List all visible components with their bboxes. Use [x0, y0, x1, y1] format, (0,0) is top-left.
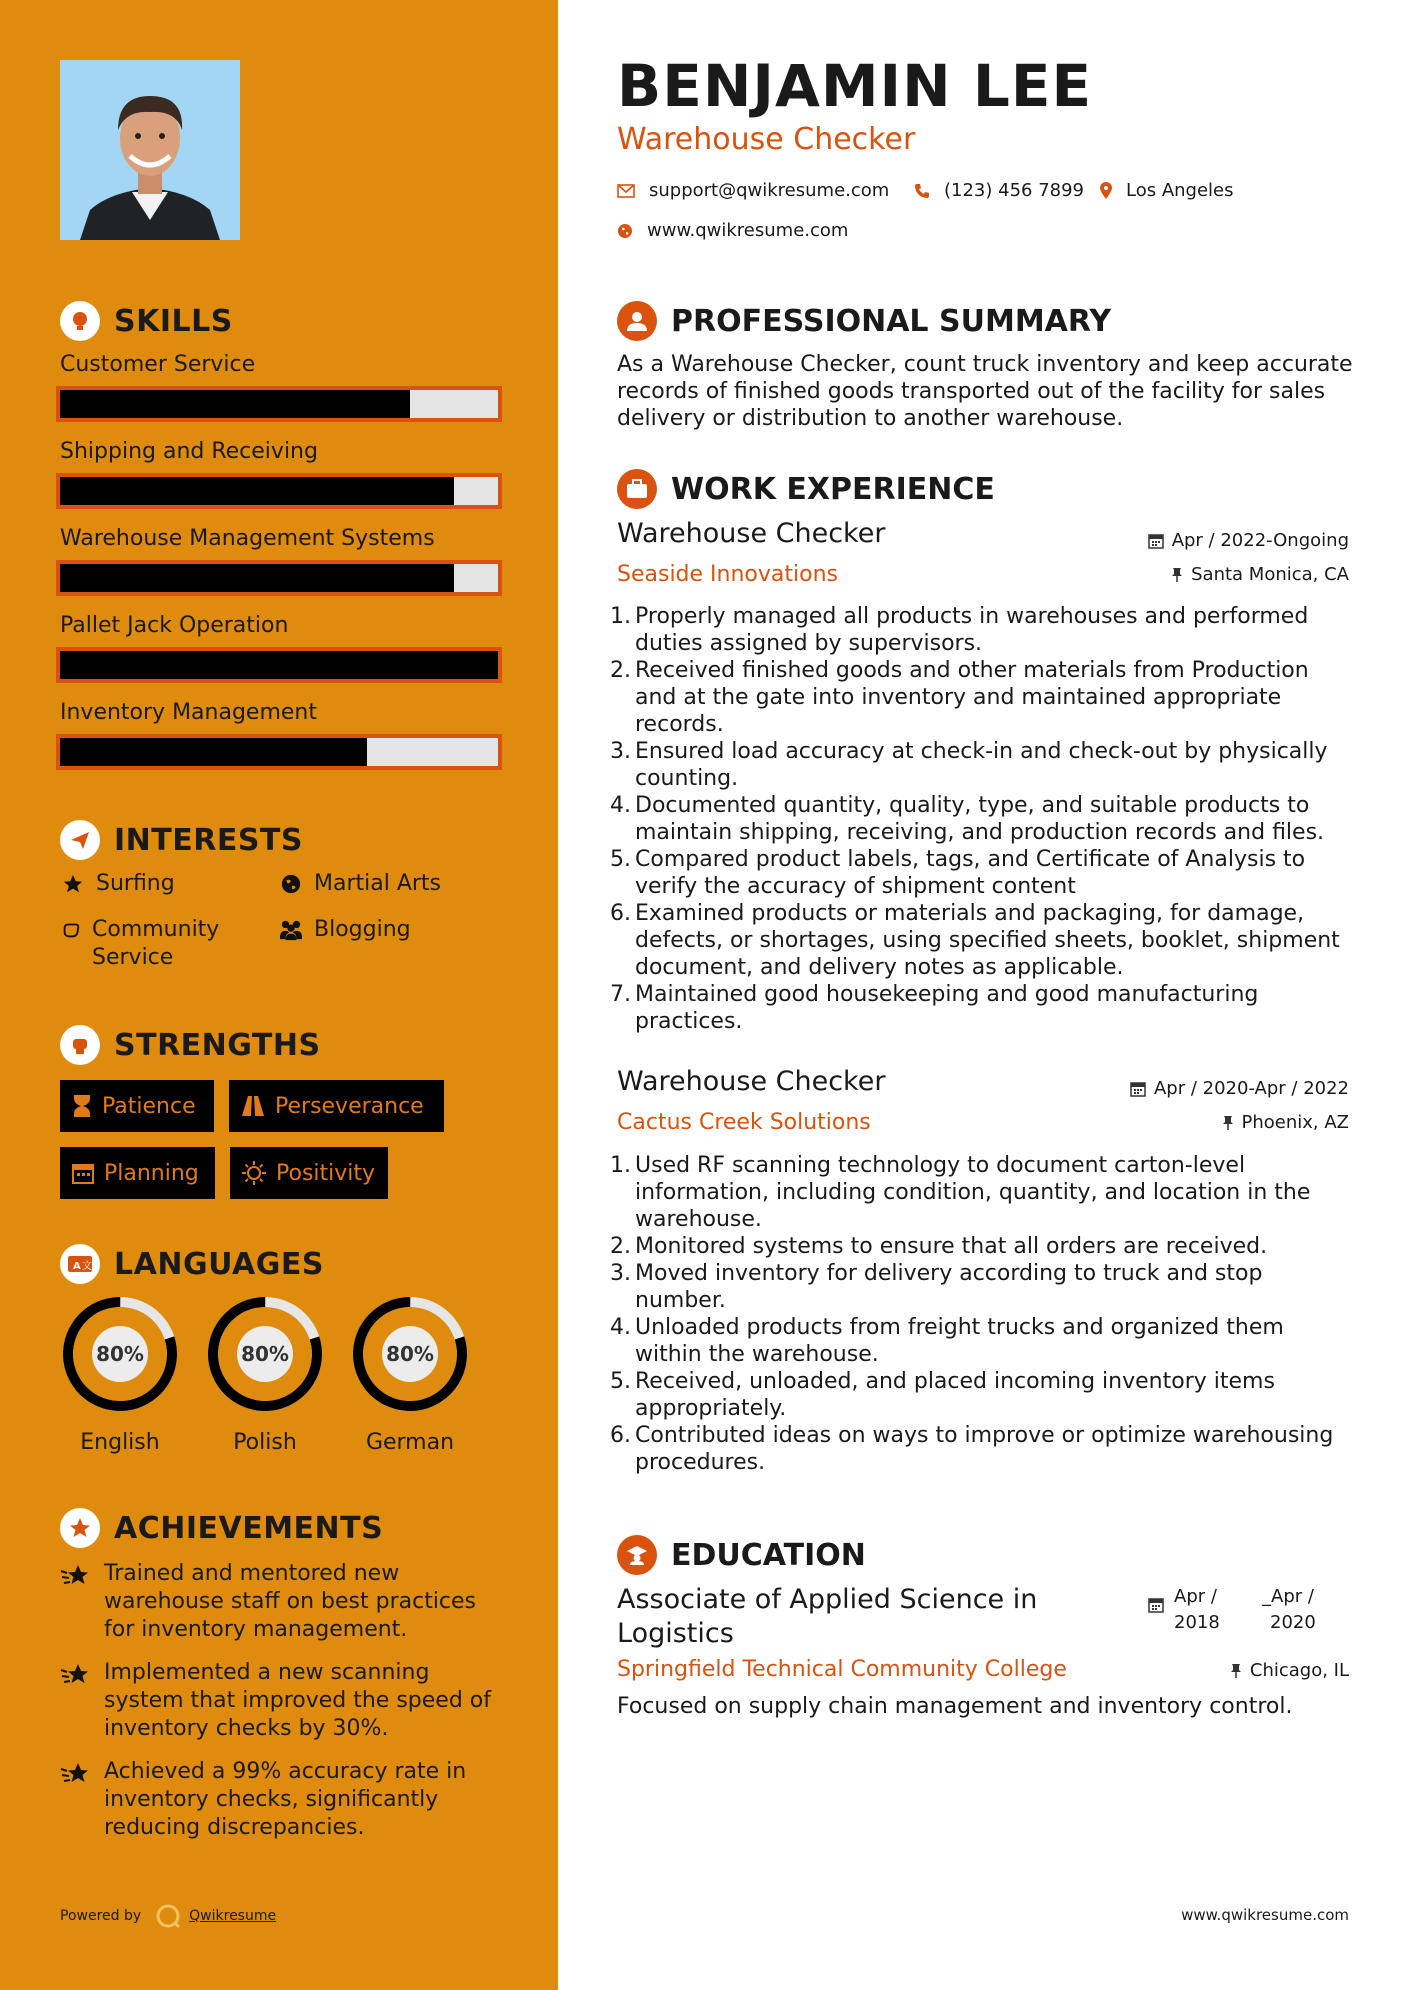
languages-heading — [60, 1244, 324, 1284]
interest-label: Blogging — [314, 917, 411, 942]
interests-title: INTERESTS — [114, 822, 303, 858]
strength-badge — [229, 1080, 444, 1132]
skill-bar — [56, 734, 502, 770]
interest-item — [60, 916, 260, 972]
language-name: Polish — [233, 1430, 297, 1455]
strengths-heading — [60, 1025, 321, 1065]
lightbulb-icon — [60, 301, 100, 341]
duty-item: Properly managed all products in warehouses and performed duties assigned by supervisors. — [635, 604, 1309, 656]
skills-heading — [60, 301, 233, 341]
interest-label: Martial Arts — [314, 871, 442, 896]
education-location — [1230, 1660, 1349, 1681]
duty-item: Compared product labels, tags, and Certificate of Analysis to verify the accuracy of shipment content — [635, 847, 1306, 899]
strength-label: Planning — [104, 1160, 199, 1186]
calendar-icon — [1148, 533, 1164, 549]
language-item — [60, 1294, 180, 1455]
map-pin-icon — [1100, 182, 1112, 200]
duty-item: Received finished goods and other materials from Production and at the gate into inventory and maintained appropriate records. — [635, 658, 1309, 737]
paper-plane-icon — [60, 820, 100, 860]
envelope-icon — [617, 184, 635, 198]
strength-badge — [230, 1147, 388, 1199]
skill-fill — [60, 564, 454, 592]
duty-item: Received, unloaded, and placed incoming inventory items appropriately. — [635, 1369, 1275, 1421]
language-name: English — [80, 1430, 160, 1455]
skill-label: Shipping and Receiving — [60, 439, 318, 464]
job-dates-text: Apr / 2020-Apr / 2022 — [1153, 1078, 1349, 1099]
duty-item: Moved inventory for delivery according to truck and stop number. — [635, 1261, 1263, 1313]
user-icon — [617, 301, 657, 341]
achievement-text: Trained and mentored new warehouse staff on best practices for inventory management. — [104, 1561, 477, 1642]
job-location — [1171, 564, 1349, 585]
job-location — [1222, 1112, 1350, 1133]
strengths-title: STRENGTHS — [114, 1027, 321, 1063]
powered-by — [60, 1903, 276, 1929]
shooting-star-icon — [60, 1560, 96, 1592]
degree-name: Associate of Applied Science in Logistics — [617, 1584, 1038, 1649]
skill-label: Warehouse Management Systems — [60, 526, 435, 551]
interest-label: Surfing — [96, 871, 175, 896]
skill-label: Pallet Jack Operation — [60, 613, 289, 638]
road-icon — [241, 1095, 265, 1117]
globe-icon — [617, 223, 633, 239]
achievement-item — [60, 1659, 500, 1743]
languages-title: LANGUAGES — [114, 1246, 324, 1282]
star-badge-icon — [60, 1508, 100, 1548]
language-progress-ring — [60, 1294, 180, 1414]
duty-item: Examined products or materials and packaging, for damage, defects, or shortages, using specified sheets, booklet, shipment document, and delivery notes as applicable. — [635, 901, 1340, 980]
education-start — [1174, 1584, 1262, 1636]
interest-label: Community Service — [92, 917, 220, 970]
contact-email — [617, 180, 889, 201]
qwikresume-link[interactable]: Qwikresume — [189, 1908, 277, 1924]
phone-icon — [914, 183, 930, 199]
skills-title: SKILLS — [114, 303, 233, 339]
hand-icon — [60, 916, 82, 941]
duty-item: Monitored systems to ensure that all orders are received. — [635, 1234, 1268, 1259]
education-heading — [617, 1535, 866, 1575]
powered-by-label: Powered by — [60, 1908, 142, 1924]
duty-item: Unloaded products from freight trucks and organized them within the warehouse. — [635, 1315, 1284, 1367]
sidebar — [0, 0, 558, 1990]
duty-item: Ensured load accuracy at check-in and check-out by physically counting. — [635, 739, 1328, 791]
achievement-item — [60, 1560, 500, 1644]
strength-label: Perseverance — [275, 1093, 424, 1119]
svg-text:文: 文 — [82, 1261, 92, 1272]
school-name: Springfield Technical Community College — [617, 1657, 1067, 1682]
skill-bar — [56, 473, 502, 509]
interest-item — [278, 916, 411, 944]
location-text: Los Angeles — [1126, 180, 1234, 201]
achievement-text: Achieved a 99% accuracy rate in inventory checks, significantly reducing discrepancies. — [104, 1759, 467, 1840]
star-icon — [60, 870, 86, 895]
job-role: Warehouse Checker — [617, 518, 886, 549]
job-dates — [1130, 1078, 1349, 1099]
language-percent: 80% — [96, 1342, 144, 1366]
qwikresume-logo-icon — [155, 1903, 181, 1929]
achievements-title: ACHIEVEMENTS — [114, 1510, 384, 1546]
graduate-icon — [617, 1535, 657, 1575]
hourglass-icon — [72, 1094, 92, 1118]
duty-item: Contributed ideas on ways to improve or optimize warehousing procedures. — [635, 1423, 1334, 1475]
job-company: Seaside Innovations — [617, 562, 838, 587]
language-percent: 80% — [241, 1342, 289, 1366]
pushpin-icon — [1230, 1663, 1242, 1679]
calendar-icon — [1130, 1081, 1146, 1097]
duty-item: Maintained good housekeeping and good manufacturing practices. — [635, 982, 1259, 1034]
education-location-text: Chicago, IL — [1249, 1660, 1349, 1681]
skill-bar — [56, 386, 502, 422]
job-location-text: Phoenix, AZ — [1241, 1112, 1349, 1133]
skill-label: Customer Service — [60, 352, 256, 377]
language-progress-ring — [350, 1294, 470, 1414]
sun-icon — [242, 1161, 266, 1185]
skill-label: Inventory Management — [60, 700, 317, 725]
calendar-icon — [1148, 1584, 1164, 1613]
duty-item: Documented quantity, quality, type, and suitable products to maintain shipping, receiving, and production records and files. — [635, 793, 1325, 845]
job-dates — [1148, 530, 1349, 551]
skill-bar — [56, 560, 502, 596]
language-progress-ring — [205, 1294, 325, 1414]
contact-phone — [914, 180, 1084, 201]
experience-heading — [617, 469, 995, 509]
interest-item — [60, 870, 175, 898]
users-icon — [278, 916, 304, 941]
shooting-star-icon — [60, 1659, 96, 1691]
calendar-icon — [72, 1162, 94, 1184]
language-name: German — [365, 1430, 455, 1455]
education-end-month: _Apr / — [1262, 1586, 1314, 1607]
website-text[interactable]: www.qwikresume.com — [647, 220, 849, 241]
footer-url[interactable]: www.qwikresume.com — [1181, 1906, 1349, 1924]
achievement-item — [60, 1758, 500, 1842]
education-dates — [1148, 1584, 1350, 1636]
language-item — [205, 1294, 325, 1455]
language-percent: 80% — [386, 1342, 434, 1366]
pushpin-icon — [1171, 567, 1183, 583]
language-item — [350, 1294, 470, 1455]
profile-photo — [60, 60, 240, 240]
contact-location — [1100, 180, 1234, 201]
education-end-year: 2020 — [1270, 1612, 1316, 1633]
experience-title: WORK EXPERIENCE — [671, 471, 995, 507]
interests-heading — [60, 820, 303, 860]
candidate-title: Warehouse Checker — [617, 122, 916, 157]
strength-badge — [60, 1080, 214, 1132]
skill-fill — [60, 738, 367, 766]
phone-text: (123) 456 7899 — [944, 180, 1085, 201]
summary-heading — [617, 301, 1111, 341]
education-description: Focused on supply chain management and inventory control. — [617, 1694, 1293, 1719]
shooting-star-icon — [60, 1758, 96, 1790]
summary-text: As a Warehouse Checker, count truck inventory and keep accurate records of finished goods transported out of the facility for sales delivery or distribution to another warehouse. — [617, 352, 1353, 431]
job-duties — [610, 603, 1350, 1035]
job-company: Cactus Creek Solutions — [617, 1110, 871, 1135]
job-dates-text: Apr / 2022-Ongoing — [1171, 530, 1349, 551]
skill-fill — [60, 477, 454, 505]
strength-badge — [60, 1147, 215, 1199]
interest-item — [278, 870, 441, 898]
job-duties — [610, 1152, 1350, 1476]
education-start-year: 2018 — [1174, 1612, 1220, 1633]
fist-icon — [60, 1025, 100, 1065]
svg-text:A: A — [73, 1261, 81, 1272]
candidate-name: BENJAMIN LEE — [617, 52, 1093, 120]
email-text[interactable]: support@qwikresume.com — [649, 180, 890, 201]
achievements-heading — [60, 1508, 383, 1548]
duty-item: Used RF scanning technology to document carton-level information, including condition, quantity, and location in the warehouse. — [635, 1153, 1311, 1232]
summary-title: PROFESSIONAL SUMMARY — [671, 303, 1112, 339]
briefcase-icon — [617, 469, 657, 509]
education-start-month: Apr / — [1174, 1586, 1217, 1607]
pushpin-icon — [1222, 1115, 1234, 1131]
translate-icon — [60, 1244, 100, 1284]
skill-fill — [60, 651, 498, 679]
education-title: EDUCATION — [671, 1537, 866, 1573]
globe-icon — [278, 870, 304, 895]
skill-bar — [56, 647, 502, 683]
achievement-text: Implemented a new scanning system that improved the speed of inventory checks by 30%. — [104, 1660, 491, 1741]
job-location-text: Santa Monica, CA — [1191, 564, 1349, 585]
skill-fill — [60, 390, 410, 418]
strength-label: Positivity — [276, 1160, 376, 1186]
strength-label: Patience — [102, 1093, 196, 1119]
job-role: Warehouse Checker — [617, 1066, 886, 1097]
contact-website — [617, 220, 848, 241]
education-end — [1262, 1584, 1350, 1636]
